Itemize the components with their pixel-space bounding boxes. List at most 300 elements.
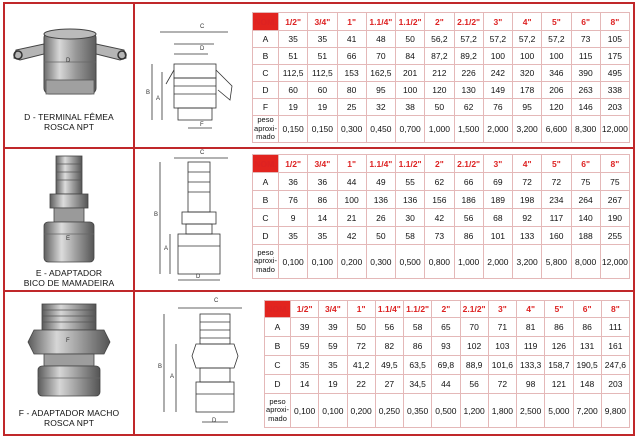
table-cell: 1,000 [454, 245, 483, 279]
table-cell: 68 [483, 209, 512, 227]
table-cell: 264 [571, 191, 600, 209]
table-cell: 71 [488, 318, 516, 337]
row-label: D [265, 375, 291, 394]
size-header: 8" [600, 13, 629, 31]
table-header-row [265, 301, 630, 318]
table-cell: 148 [573, 375, 601, 394]
table-cell: 95 [366, 82, 395, 99]
size-header: 5" [542, 155, 571, 173]
table-cell: 98 [517, 375, 545, 394]
section-divider-1 [3, 147, 635, 149]
size-header: 6" [573, 301, 601, 318]
table-cell: 76 [483, 99, 512, 116]
table-cell: 201 [396, 65, 425, 82]
dim-label-d: D [196, 274, 201, 280]
photo-letter: F [66, 338, 70, 344]
table-cell: 133 [513, 227, 542, 245]
size-header: 2.1/2" [460, 301, 488, 318]
table-cell: 3,200 [513, 116, 542, 143]
table-cell: 1,000 [425, 116, 454, 143]
table-row-weight [253, 245, 630, 279]
table-cell: 19 [279, 99, 308, 116]
table-cell: 188 [571, 227, 600, 245]
table-cell: 8,000 [571, 245, 600, 279]
size-header: 4" [517, 301, 545, 318]
table-cell: 103 [488, 337, 516, 356]
size-header: 1/2" [279, 13, 308, 31]
table-cell: 36 [279, 173, 308, 191]
dim-label-c: C [200, 150, 205, 156]
table-cell: 95 [513, 99, 542, 116]
row-label: F [253, 99, 279, 116]
table-cell: 263 [571, 82, 600, 99]
photo-letter: D [66, 58, 71, 64]
row-label: A [253, 173, 279, 191]
table-cell: 100 [396, 82, 425, 99]
table-cell: 69 [483, 173, 512, 191]
table-cell: 36 [308, 173, 337, 191]
table-cell: 39 [291, 318, 319, 337]
table-cell: 133,3 [517, 356, 545, 375]
table-cell: 121 [545, 375, 573, 394]
table-cell: 101 [483, 227, 512, 245]
table-header-row [253, 155, 630, 173]
table-cell: 50 [425, 99, 454, 116]
table-cell: 76 [279, 191, 308, 209]
dim-label-b: B [154, 212, 159, 218]
table-cell: 0,300 [366, 245, 395, 279]
table-cell: 21 [337, 209, 366, 227]
table-cell: 112,5 [308, 65, 337, 82]
table-cell: 146 [571, 99, 600, 116]
section-divider-2 [3, 290, 635, 292]
table-cell: 101,6 [488, 356, 516, 375]
table-row [265, 356, 630, 375]
table-cell: 126 [545, 337, 573, 356]
nominal-label: NOM. [265, 301, 291, 318]
table-cell: 14 [308, 209, 337, 227]
table-cell: 186 [454, 191, 483, 209]
table-cell: 190 [600, 209, 629, 227]
table-cell: 0,100 [291, 394, 319, 428]
table-cell: 35 [308, 31, 337, 48]
table-cell: 203 [600, 99, 629, 116]
table-cell: 320 [513, 65, 542, 82]
table-cell: 82 [375, 337, 403, 356]
table-row [253, 209, 630, 227]
table-cell: 1,200 [460, 394, 488, 428]
table-cell: 19 [319, 375, 347, 394]
table-cell: 27 [375, 375, 403, 394]
size-header: 1/2" [279, 155, 308, 173]
table-cell: 26 [366, 209, 395, 227]
table-cell: 158,7 [545, 356, 573, 375]
table-cell: 87,2 [425, 48, 454, 65]
table-cell: 57,2 [454, 31, 483, 48]
table-cell: 32 [366, 99, 395, 116]
technical-drawing-d [138, 10, 248, 144]
table-cell: 2,500 [517, 394, 545, 428]
dim-label-f: F [200, 122, 204, 128]
table-cell: 58 [396, 227, 425, 245]
table-cell: 57,2 [513, 31, 542, 48]
table-cell: 0,300 [337, 116, 366, 143]
row-label: peso aproxi- mado [254, 115, 277, 141]
table-cell: 34,5 [404, 375, 432, 394]
table-cell: 189 [483, 191, 512, 209]
table-cell: 92 [513, 209, 542, 227]
table-cell: 6,600 [542, 116, 571, 143]
table-cell: 1,800 [488, 394, 516, 428]
table-cell: 93 [432, 337, 460, 356]
table-cell: 44 [337, 173, 366, 191]
table-cell: 2,000 [483, 116, 512, 143]
table-cell: 175 [600, 48, 629, 65]
table-cell: 0,350 [404, 394, 432, 428]
caption-title: D - TERMINAL FÊMEA [24, 112, 114, 122]
table-cell: 255 [600, 227, 629, 245]
table-cell: 0,100 [308, 245, 337, 279]
row-label: B [265, 337, 291, 356]
nominal-label: NOM. [253, 155, 279, 173]
table-cell: 131 [573, 337, 601, 356]
row-label: D [253, 82, 279, 99]
table-cell: 140 [571, 209, 600, 227]
size-header: 5" [542, 13, 571, 31]
size-header: 3" [483, 155, 512, 173]
table-cell: 247,6 [601, 356, 629, 375]
table-cell: 72 [542, 173, 571, 191]
table-cell: 65 [432, 318, 460, 337]
table-row [253, 48, 630, 65]
table-cell: 41,2 [347, 356, 375, 375]
table-cell: 35 [308, 227, 337, 245]
table-cell: 130 [454, 82, 483, 99]
table-cell: 50 [347, 318, 375, 337]
table-cell: 75 [571, 173, 600, 191]
coupler-photo-e [36, 154, 102, 271]
table-cell: 115 [571, 48, 600, 65]
caption-title: F - ADAPTADOR MACHO [18, 408, 120, 418]
spec-table-f [264, 300, 630, 428]
size-header: 2" [425, 155, 454, 173]
table-cell: 160 [542, 227, 571, 245]
table-cell: 35 [291, 356, 319, 375]
nominal-label: NOM. [253, 13, 279, 31]
table-cell: 0,150 [279, 116, 308, 143]
table-cell: 56 [460, 375, 488, 394]
column-divider [133, 2, 135, 436]
table-cell: 8,300 [571, 116, 600, 143]
table-row [265, 375, 630, 394]
table-header-row [253, 13, 630, 31]
table-cell: 0,800 [425, 245, 454, 279]
coupler-photo-d [10, 22, 128, 107]
size-header: 1.1/4" [366, 13, 395, 31]
table-cell: 59 [291, 337, 319, 356]
table-cell: 390 [571, 65, 600, 82]
table-cell: 86 [454, 227, 483, 245]
table-cell: 22 [347, 375, 375, 394]
table-cell: 56 [454, 209, 483, 227]
size-header: 1/2" [291, 301, 319, 318]
caption-title: E - ADAPTADOR [35, 268, 103, 278]
table-cell: 62 [425, 173, 454, 191]
table-cell: 7,200 [573, 394, 601, 428]
table-cell: 162,5 [366, 65, 395, 82]
table-cell: 9 [279, 209, 308, 227]
table-cell: 84 [396, 48, 425, 65]
table-cell: 161 [601, 337, 629, 356]
row-label: A [265, 318, 291, 337]
size-header: 1" [337, 13, 366, 31]
table-row [253, 227, 630, 245]
table-cell: 190,5 [573, 356, 601, 375]
table-cell: 70 [460, 318, 488, 337]
table-cell: 9,800 [601, 394, 629, 428]
table-cell: 58 [404, 318, 432, 337]
table-cell: 206 [542, 82, 571, 99]
size-header: 2.1/2" [454, 13, 483, 31]
table-cell: 0,100 [279, 245, 308, 279]
table-cell: 5,000 [545, 394, 573, 428]
table-cell: 0,200 [347, 394, 375, 428]
table-cell: 25 [337, 99, 366, 116]
table-row [253, 65, 630, 82]
table-cell: 119 [517, 337, 545, 356]
caption-e [5, 268, 133, 288]
table-cell: 50 [396, 31, 425, 48]
table-cell: 62 [454, 99, 483, 116]
caption-subtitle: ROSCA NPT [43, 122, 95, 132]
dim-label-c: C [214, 298, 219, 304]
table-row [265, 318, 630, 337]
table-cell: 80 [337, 82, 366, 99]
spec-table-e [252, 154, 630, 279]
table-cell: 66 [454, 173, 483, 191]
table-cell: 59 [319, 337, 347, 356]
size-header: 2.1/2" [454, 155, 483, 173]
table-cell: 267 [600, 191, 629, 209]
table-row [265, 337, 630, 356]
coupler-photo-f [26, 302, 112, 403]
table-cell: 86 [545, 318, 573, 337]
table-cell: 198 [513, 191, 542, 209]
table-cell: 57,2 [483, 31, 512, 48]
table-cell: 69,8 [432, 356, 460, 375]
technical-drawing-e [138, 150, 248, 286]
table-cell: 39 [319, 318, 347, 337]
size-header: 1" [337, 155, 366, 173]
table-row [253, 191, 630, 209]
size-header: 3/4" [308, 155, 337, 173]
table-cell: 100 [542, 48, 571, 65]
row-label: C [265, 356, 291, 375]
table-cell: 72 [347, 337, 375, 356]
table-cell: 60 [279, 82, 308, 99]
table-cell: 212 [425, 65, 454, 82]
row-label: A [253, 31, 279, 48]
size-header: 2" [425, 13, 454, 31]
dim-label-a: A [170, 374, 175, 380]
table-cell: 51 [308, 48, 337, 65]
table-cell: 495 [600, 65, 629, 82]
caption-subtitle: BICO DE MAMADEIRA [23, 278, 115, 288]
size-header: 8" [600, 155, 629, 173]
table-cell: 100 [337, 191, 366, 209]
technical-drawing-f [138, 294, 248, 432]
table-cell: 242 [483, 65, 512, 82]
table-row-weight [265, 394, 630, 428]
table-cell: 35 [279, 227, 308, 245]
table-cell: 346 [542, 65, 571, 82]
table-cell: 38 [396, 99, 425, 116]
table-cell: 338 [600, 82, 629, 99]
size-header: 8" [601, 301, 629, 318]
size-header: 1.1/2" [404, 301, 432, 318]
table-cell: 55 [396, 173, 425, 191]
table-cell: 178 [513, 82, 542, 99]
table-cell: 51 [279, 48, 308, 65]
table-cell: 12,000 [600, 245, 629, 279]
caption-subtitle: ROSCA NPT [43, 418, 95, 428]
table-cell: 41 [337, 31, 366, 48]
photo-letter: E [66, 236, 71, 242]
table-cell: 56,2 [425, 31, 454, 48]
caption-f [5, 408, 133, 428]
row-label: D [253, 227, 279, 245]
dim-label-b: B [158, 364, 163, 370]
table-cell: 86 [404, 337, 432, 356]
table-cell: 203 [601, 375, 629, 394]
table-cell: 86 [573, 318, 601, 337]
table-cell: 3,200 [513, 245, 542, 279]
table-cell: 72 [513, 173, 542, 191]
table-cell: 234 [542, 191, 571, 209]
table-cell: 149 [483, 82, 512, 99]
table-cell: 73 [571, 31, 600, 48]
size-header: 1.1/2" [396, 13, 425, 31]
table-cell: 14 [291, 375, 319, 394]
table-cell: 0,200 [337, 245, 366, 279]
dim-label-c: C [200, 24, 205, 30]
table-cell: 81 [517, 318, 545, 337]
table-cell: 73 [425, 227, 454, 245]
table-cell: 66 [337, 48, 366, 65]
dim-label-a: A [156, 96, 161, 102]
row-label: B [253, 48, 279, 65]
table-cell: 86 [308, 191, 337, 209]
table-cell: 120 [425, 82, 454, 99]
row-label: peso aproxi- mado [253, 245, 279, 279]
row-label: B [253, 191, 279, 209]
size-header: 1.1/4" [366, 155, 395, 173]
size-header: 3" [483, 13, 512, 31]
table-row [253, 82, 630, 99]
table-cell: 35 [279, 31, 308, 48]
dim-label-a: A [164, 246, 169, 252]
table-cell: 226 [454, 65, 483, 82]
table-cell: 5,800 [542, 245, 571, 279]
row-label: peso aproxi- mado [265, 394, 291, 428]
table-cell: 42 [425, 209, 454, 227]
table-cell: 30 [396, 209, 425, 227]
table-cell: 35 [319, 356, 347, 375]
table-cell: 112,5 [279, 65, 308, 82]
dim-label-b: B [146, 90, 151, 96]
caption-d [5, 112, 133, 132]
size-header: 1.1/4" [375, 301, 403, 318]
table-cell: 153 [337, 65, 366, 82]
size-header: 5" [545, 301, 573, 318]
table-cell: 102 [460, 337, 488, 356]
size-header: 2" [432, 301, 460, 318]
size-header: 6" [571, 155, 600, 173]
size-header: 1" [347, 301, 375, 318]
table-cell: 105 [600, 31, 629, 48]
table-cell: 156 [425, 191, 454, 209]
table-row [253, 173, 630, 191]
table-cell: 2,000 [483, 245, 512, 279]
table-cell: 44 [432, 375, 460, 394]
table-cell: 117 [542, 209, 571, 227]
table-cell: 49 [366, 173, 395, 191]
size-header: 3/4" [319, 301, 347, 318]
table-cell: 100 [483, 48, 512, 65]
size-header: 1.1/2" [396, 155, 425, 173]
table-cell: 48 [366, 31, 395, 48]
table-cell: 120 [542, 99, 571, 116]
table-cell: 60 [308, 82, 337, 99]
table-cell: 100 [513, 48, 542, 65]
table-row [253, 99, 630, 116]
size-header: 4" [513, 155, 542, 173]
table-cell: 12,000 [600, 116, 629, 143]
table-cell: 63,5 [404, 356, 432, 375]
table-cell: 57,2 [542, 31, 571, 48]
table-cell: 0,700 [396, 116, 425, 143]
size-header: 3" [488, 301, 516, 318]
table-row [253, 31, 630, 48]
spec-table-d [252, 12, 630, 143]
table-cell: 72 [488, 375, 516, 394]
table-cell: 70 [366, 48, 395, 65]
table-cell: 88,9 [460, 356, 488, 375]
table-cell: 136 [366, 191, 395, 209]
size-header: 4" [513, 13, 542, 31]
table-cell: 42 [337, 227, 366, 245]
dim-label-d: D [200, 46, 205, 52]
size-header: 6" [571, 13, 600, 31]
table-cell: 0,250 [375, 394, 403, 428]
table-cell: 0,150 [308, 116, 337, 143]
table-cell: 136 [396, 191, 425, 209]
table-cell: 89,2 [454, 48, 483, 65]
table-cell: 49,5 [375, 356, 403, 375]
table-cell: 75 [600, 173, 629, 191]
table-cell: 0,500 [432, 394, 460, 428]
table-cell: 0,100 [319, 394, 347, 428]
size-header: 3/4" [308, 13, 337, 31]
table-cell: 19 [308, 99, 337, 116]
row-label: C [253, 65, 279, 82]
table-cell: 111 [601, 318, 629, 337]
row-label: C [253, 209, 279, 227]
table-cell: 0,500 [396, 245, 425, 279]
table-cell: 50 [366, 227, 395, 245]
table-cell: 0,450 [366, 116, 395, 143]
dim-label-d: D [212, 418, 217, 424]
